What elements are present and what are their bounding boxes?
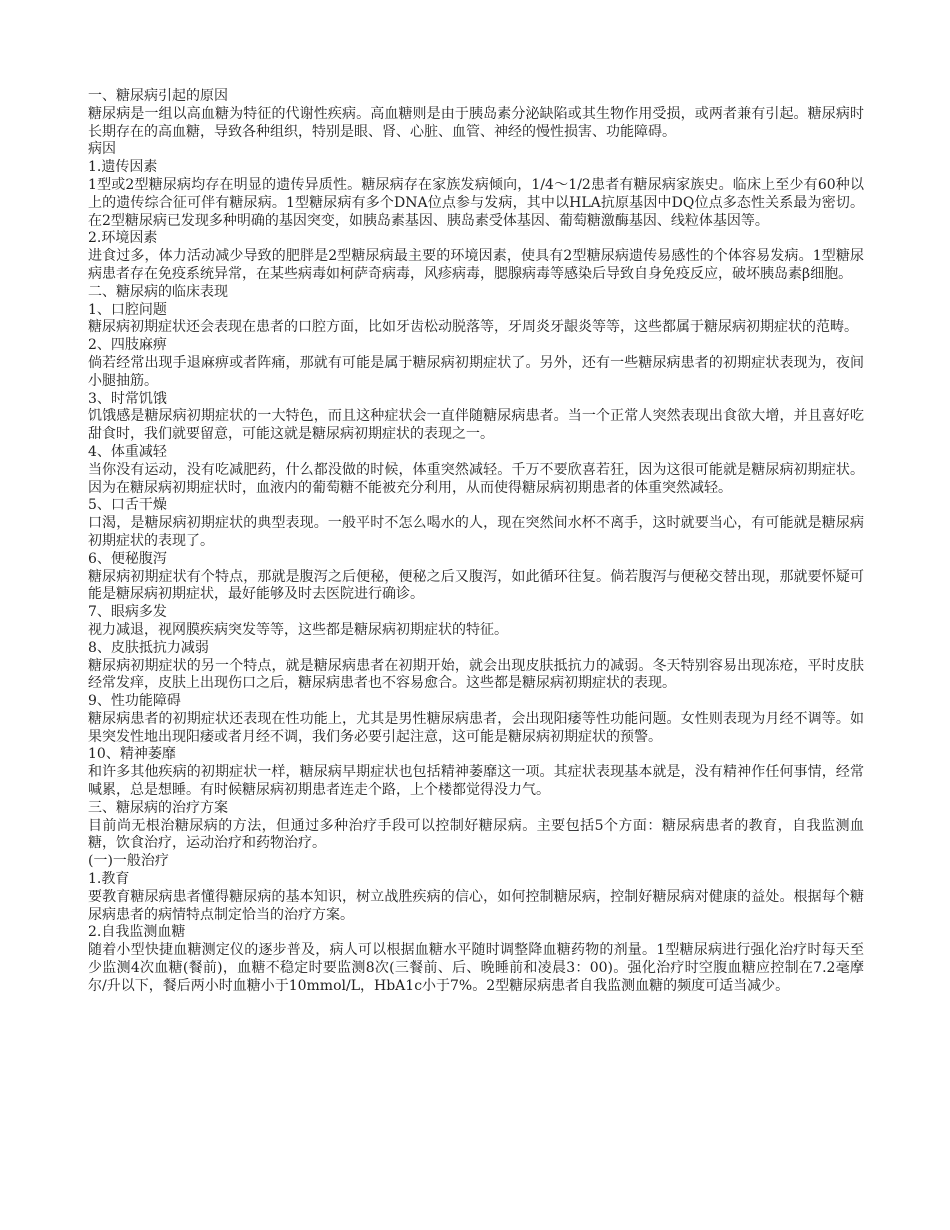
paragraph-treatment-overview: 目前尚无根治糖尿病的方法，但通过多种治疗手段可以控制好糖尿病。主要包括5个方面：糖尿病患者的教育，自我监测血糖，饮食治疗，运动治疗和药物治疗。 [88,817,864,852]
paragraph-education: 要教育糖尿病患者懂得糖尿病的基本知识，树立战胜疾病的信心，如何控制糖尿病，控制好糖尿病对健康的益处。根据每个糖尿病患者的病情特点制定恰当的治疗方案。 [88,888,864,923]
paragraph-skin-resistance: 糖尿病初期症状的另一个特点，就是糖尿病患者在初期开始，就会出现皮肤抵抗力的减弱。冬天特别容易出现冻疮，平时皮肤经常发痒，皮肤上出现伤口之后，糖尿病患者也不容易愈合。这些都是糖尿病初期症状的表现。 [88,657,864,692]
subheading-glucose-monitoring: 2.自我监测血糖 [88,924,186,941]
subheading-weight-loss: 4、体重减轻 [88,443,167,460]
subheading-education: 1.教育 [88,871,130,888]
subheading-sexual-dysfunction: 9、性功能障碍 [88,693,181,710]
subheading-limb-numbness: 2、四肢麻痹 [88,337,167,354]
paragraph-sexual-dysfunction: 糖尿病患者的初期症状还表现在性功能上，尤其是男性糖尿病患者，会出现阳痿等性功能问题。女性则表现为月经不调等。如果突发性地出现阳痿或者月经不调，我们务必要引起注意，这可能是糖尿病初期症状的预警。 [88,710,864,745]
paragraph-fatigue: 和许多其他疾病的初期症状一样，糖尿病早期症状也包括精神萎靡这一项。其症状表现基本就是，没有精神作任何事情，经常喊累，总是想睡。有时候糖尿病初期患者连走个路，上个楼都觉得没力气。 [88,764,864,799]
paragraph-dry-mouth: 口渴，是糖尿病初期症状的典型表现。一般平时不怎么喝水的人，现在突然间水杯不离手，这时就要当心，有可能就是糖尿病初期症状的表现了。 [88,515,864,549]
subheading-general-treatment: (一)一般治疗 [88,853,169,870]
subheading-environmental-factors: 2.环境因素 [88,230,158,247]
paragraph-eye-disease: 视力减退，视网膜疾病突发等等，这些都是糖尿病初期症状的特征。 [88,621,508,638]
paragraph-frequent-hunger: 饥饿感是糖尿病初期症状的一大特色，而且这种症状会一直伴随糖尿病患者。当一个正常人突然表现出食欲大增，并且喜好吃甜食时，我们就要留意，可能这就是糖尿病初期症状的表现之一。 [88,408,864,443]
subheading-dry-mouth: 5、口舌干燥 [88,497,167,514]
document-body [88,88,864,996]
subheading-etiology: 病因 [88,141,116,158]
paragraph-limb-numbness: 倘若经常出现手退麻痹或者阵痛，那就有可能是属于糖尿病初期症状了。另外，还有一些糖尿病患者的初期症状表现为，夜间小腿抽筋。 [88,354,864,389]
subheading-frequent-hunger: 3、时常饥饿 [88,390,167,407]
paragraph-oral-problems: 糖尿病初期症状还会表现在患者的口腔方面，比如牙齿松动脱落等，牙周炎牙龈炎等等，这些都属于糖尿病初期症状的范畴。 [88,319,858,336]
section-heading-treatment: 三、糖尿病的治疗方案 [88,799,228,816]
subheading-skin-resistance: 8、皮肤抵抗力减弱 [88,639,209,656]
paragraph-environmental-factors: 进食过多，体力活动减少导致的肥胖是2型糖尿病最主要的环境因素，使具有2型糖尿病遗传易感性的个体容易发病。1型糖尿病患者存在免疫系统异常，在某些病毒如柯萨奇病毒，风疹病毒，腮腺病毒等感染后导致自身免疫反应，破坏胰岛素β细胞。 [88,248,864,282]
subheading-genetic-factors: 1.遗传因素 [88,159,158,176]
paragraph-weight-loss: 当你没有运动，没有吃减肥药，什么都没做的时候，体重突然减轻。千万不要欣喜若狂，因为这很可能就是糖尿病初期症状。因为在糖尿病初期症状时，血液内的葡萄糖不能被充分利用，从而使得糖尿病初期患者的体重突然减轻。 [88,461,864,496]
subheading-fatigue: 10、精神萎靡 [88,746,176,763]
paragraph-constipation-diarrhea: 糖尿病初期症状有个特点，那就是腹泻之后便秘，便秘之后又腹泻，如此循环往复。倘若腹泻与便秘交替出现，那就要怀疑可能是糖尿病初期症状，最好能够及时去医院进行确诊。 [88,568,864,603]
subheading-oral-problems: 1、口腔问题 [88,301,167,318]
section-heading-causes: 一、糖尿病引起的原因 [88,88,228,104]
paragraph-glucose-monitoring: 随着小型快捷血糖测定仪的逐步普及，病人可以根据血糖水平随时调整降血糖药物的剂量。1型糖尿病进行强化治疗时每天至少监测4次血糖(餐前)，血糖不稳定时要监测8次(三餐前、后、晚睡前和凌晨3：00)。强化治疗时空腹血糖应控制在7.2毫摩尔/升以下，餐后两小时血糖小于10mmol/L，HbA1c小于7%。2型糖尿病患者自我监测血糖的频度可适当减少。 [88,942,864,994]
paragraph-definition: 糖尿病是一组以高血糖为特征的代谢性疾病。高血糖则是由于胰岛素分泌缺陷或其生物作用受损，或两者兼有引起。糖尿病时长期存在的高血糖，导致各种组织，特别是眼、肾、心脏、血管、神经的慢性损害、功能障碍。 [88,105,864,140]
subheading-eye-disease: 7、眼病多发 [88,604,167,621]
subheading-constipation-diarrhea: 6、便秘腹泻 [88,550,167,567]
paragraph-genetic-factors: 1型或2型糖尿病均存在明显的遗传异质性。糖尿病存在家族发病倾向，1/4～1/2患者有糖尿病家族史。临床上至少有60种以上的遗传综合征可伴有糖尿病。1型糖尿病有多个DNA位点参与发病，其中以HLA抗原基因中DQ位点多态性关系最为密切。在2型糖尿病已发现多种明确的基因突变，如胰岛素基因、胰岛素受体基因、葡萄糖激酶基因、线粒体基因等。 [88,176,864,229]
section-heading-symptoms: 二、糖尿病的临床表现 [88,283,228,300]
